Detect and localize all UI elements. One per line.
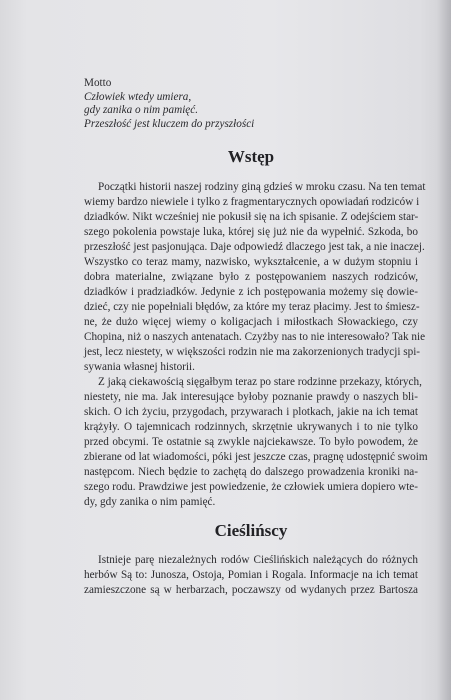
text-line: szego pokolenia powstaje luka, której się już nie da wypełnić. Szkoda, bo [84,226,418,239]
section-title-cieslinscy: Cieślińscy [214,521,288,541]
text-line: herbów Są to: Junosza, Ostoja, Pomian i Rogala. Informacje na ich temat [84,569,418,582]
text-line: dzieć, czy nie popełniali błędów, za które my teraz płacimy. Jest to śmiesz- [84,301,420,314]
text-line: krążyły. O tajemnicach rodzinnych, skrzętnie ukrywanych i to nie tylko [84,421,418,434]
text-line: ne, że dużo więcej wiemy o koligacjach i miłostkach Słowackiego, czy [84,316,418,329]
text-line: Wszystko co teraz mamy, nazwisko, wykształcenie, a w dużym stopniu i [84,256,418,269]
paragraph [84,375,428,510]
text-line: dziadków i pradziadków. Jedynie z ich postępowania możemy się dowie- [84,286,418,299]
text-line: następcom. Niech będzie to zachętą do dalszego prowadzenia kroniki na- [84,466,418,479]
motto-line: Człowiek wtedy umiera, [84,90,192,103]
text-line: szego rodu. Prawdziwe jest powiedzenie, że człowiek umiera dopiero wte- [84,481,418,494]
text-line: skich. O ich życiu, przygodach, przywarach i plotkach, jakie na ich temat [84,406,418,419]
text-line: sywania własnej historii. [84,361,195,374]
text-line: przed obcymi. Te ostatnie są zwykle najciekawsze. To było powodem, że [84,436,418,449]
paragraph [84,553,418,598]
text-line: Chopina, niż o naszych antenatach. Czyżby nas to nie interesowało? Tak nie [84,331,426,344]
text-line: dy, gdy zanika o nim pamięć. [84,496,216,509]
text-line: Początki historii naszej rodziny giną gdzieś w mroku czasu. Na ten temat [98,181,426,194]
text-line: przeszłość jest pasjonująca. Daje odpowiedź dlaczego jest tak, a nie inaczej. [84,241,425,254]
text-line: zamieszczone są w herbarzach, poczawszy od wydanych przez Bartosza [84,584,418,597]
text-line: Z jaką ciekawością sięgałbym teraz po stare rodzinne przekazy, których, [98,376,422,389]
page-edge-shadow [437,0,451,700]
motto-line: gdy zanika o nim pamięć. [84,104,199,117]
motto-label: Motto [84,77,112,89]
paragraph [84,180,426,375]
section-title-wstep: Wstęp [227,147,275,167]
page-content [84,77,428,598]
text-line: niestety, nie ma. Jak interesujące byłoby poznanie prawdy o naszych bli- [84,391,418,404]
motto [84,77,418,131]
text-line: jest, lecz niestety, w większości rodzin nie ma zakorzenionych tradycji spi- [84,346,421,359]
motto-line: Przeszłość jest kluczem do przyszłości [84,117,255,130]
text-line: Istnieje parę niezależnych rodów Cieślińskich należących do różnych [98,554,418,567]
text-line: dobra materialne, związane było z postępowaniem naszych rodziców, [84,271,418,284]
text-line: wiemy bardzo niewiele i tylko z fragmentarycznych opowiadań rodziców i [84,196,420,209]
text-line: zbierane od lat wiadomości, póki jest jeszcze czas, pragnę udostępnić swoim [84,451,428,464]
text-line: dziadków. Nikt wcześniej nie pokusił się na ich spisanie. Z odejściem star- [84,211,419,224]
